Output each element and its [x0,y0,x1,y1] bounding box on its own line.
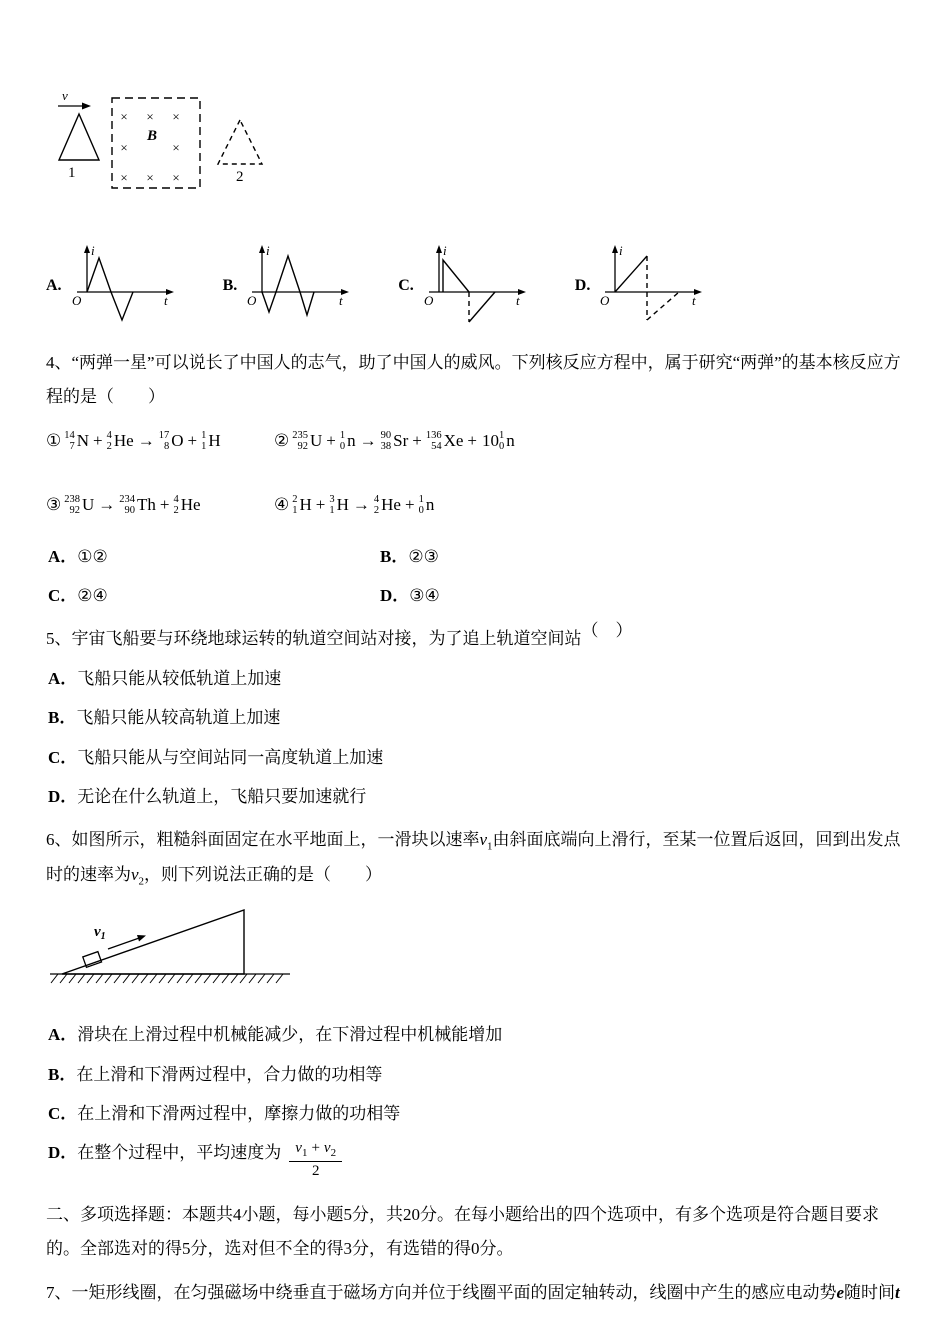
option-4d[interactable]: D．③④ [380,585,440,605]
equation-1-cell [46,424,274,458]
graph-d-plot [595,240,707,332]
triangle2-label: 2 [236,169,244,185]
option-6d[interactable]: D． 在整个过程中，平均速度为 $\frac{v_1 + v_2}{2}$ [48,1140,904,1180]
velocity-label: v [62,90,68,103]
i-axis-arrowhead [436,245,442,253]
answer-bracket: （ ） [581,621,633,640]
question-7-text: 7、一矩形线圈，在匀强磁场中绕垂直于磁场方向并位于线圈平面的固定轴转动，线圈中产生的感应电动势e随时间t [46,1283,900,1303]
option-6b[interactable]: B．在上滑和下滑两过程中，合力做的功相等 [48,1064,383,1084]
plus-sign: + [315,495,326,514]
question-4-options [48,544,904,608]
graph-c-plot [419,240,531,332]
v1-arrowhead [137,935,146,942]
nuclide-n1: 1 0 n [339,429,356,452]
origin-label: O [423,293,434,308]
option-5d[interactable]: D．无论在什么轨道上，飞船只要加速就行 [48,787,367,807]
equation-row-2 [46,488,904,522]
equation-1 [46,424,221,458]
field-cross-icon: × [120,109,128,124]
triangle-2 [218,120,262,164]
equation-4-cell [274,488,502,522]
equation-row-1 [46,424,904,458]
i-axis-label: i [619,243,623,258]
triangle-1 [59,114,99,160]
incline-diagram [48,902,300,994]
option-4c[interactable]: C．②④ [48,585,108,605]
i-axis-label: i [90,243,95,258]
graph-option-a[interactable] [46,240,179,332]
nuclide-Xe136: 136 54 Xe [425,429,464,452]
option-5a[interactable]: A．飞船只能从较低轨道上加速 [48,669,282,688]
graph-option-c-label: C. [398,277,414,294]
field-cross-icon: × [146,170,154,185]
equation-1-number: ① [46,431,62,450]
equation-2-cell [274,424,515,458]
i-axis-label: i [442,243,447,258]
nuclide-He4: 4 2 He [373,493,401,516]
nuclide-Sr90: 90 38 Sr [380,429,409,452]
equation-3-number: ③ [46,495,62,514]
graph-b-plot [242,240,354,332]
nuclide-He4: 4 2 He [173,493,201,516]
option-5b[interactable]: B．飞船只能从较高轨道上加速 [48,708,281,728]
i-axis-arrowhead [612,245,618,253]
time-symbol: t [895,1283,900,1303]
equation-4 [274,488,434,522]
plus-sign: + [326,431,336,450]
section-2-header: 二、多项选择题：本题共4小题，每小题5分，共20分。在每小题给出的四个选项中，有多个选项是符合题目要求的。全部选对的得5分，选对但不全的得3分，有选错的得0分。 [46,1205,879,1259]
nuclide-Th234: 234 90 Th [119,493,156,516]
field-B-label: B [147,128,158,144]
sliding-block [83,952,102,968]
t-axis-label: t [515,293,520,308]
waveform-b [262,256,314,315]
graph-option-a-label: A. [46,277,62,294]
nuclide-H2: 2 1 H [292,493,312,516]
emf-symbol: e [836,1283,845,1303]
field-cross-icon: × [172,109,180,124]
equation-2-number: ② [274,431,290,450]
ground-hatching [51,974,283,983]
t-axis-label: t [163,293,168,308]
question6-figure [48,902,904,1006]
neutron-coefficient: 10 [482,431,500,450]
origin-label: O [247,293,257,308]
field-cross-icon: × [172,140,180,155]
i-axis-label: i [266,243,270,258]
reaction-arrow: → [137,431,155,450]
question3-graph-options [46,240,904,332]
option-6a[interactable]: A．滑块在上滑过程中机械能减少，在下滑过程中机械能增加 [48,1025,503,1045]
plus-sign: + [404,495,415,514]
average-velocity-fraction: $\frac{v_1 + v_2}{2}$ [289,1140,342,1180]
waveform-d-ramp [615,256,647,292]
magnetic-field-diagram [52,90,294,208]
nuclide-n1: 1 0 n [418,493,435,516]
v1-symbol: v [479,830,488,850]
waveform-d-dashed-return [647,292,679,320]
option-5c[interactable]: C．飞船只能从与空间站同一高度轨道上加速 [48,747,384,767]
waveform-c-positive [443,260,469,292]
reaction-arrow: → [359,431,377,450]
question3-figure [52,90,904,220]
graph-option-d[interactable] [575,240,708,332]
question-6-text: 6、如图所示，粗糙斜面固定在水平地面上，一滑块以速率$v_1$由斜面底端向上滑行，至某一位置后返回，回到出发点时的速率为$v_2$，则下列说法正确的是（ ） [46,830,901,888]
equation-4-number: ④ [274,495,290,514]
t-axis-label: t [692,293,696,308]
nuclide-H3: 3 1 H [329,493,349,516]
i-axis-arrowhead [259,245,265,253]
velocity-arrowhead [82,103,91,110]
nuclide-He4: 4 2 He [106,429,134,452]
reaction-arrow: → [98,495,116,514]
field-cross-icon: × [146,109,154,124]
i-axis-arrowhead [84,245,90,253]
equation-3 [46,488,201,522]
option-4b[interactable]: B．②③ [380,547,439,566]
field-cross-icon: × [120,140,128,155]
question-5-text: 5、宇宙飞船要与环绕地球运转的轨道空间站对接，为了追上轨道空间站（ ） [46,621,633,648]
graph-option-d-label: D. [574,277,591,294]
plus-sign: + [187,431,198,450]
origin-label: O [71,293,81,308]
plus-sign: + [93,431,103,450]
origin-label: O [600,293,610,308]
graph-option-b-label: B. [222,277,238,294]
plus-sign: + [467,431,478,450]
option-4a[interactable]: A．①② [48,547,108,566]
v2-symbol: v [131,864,139,884]
t-axis-label: t [339,293,343,308]
waveform-c-negative [469,292,495,322]
plus-sign: + [412,431,422,450]
field-cross-icon: × [172,170,180,185]
field-cross-icon: × [120,170,128,185]
equation-3-cell [46,488,274,522]
graph-a-plot [67,240,179,332]
graph-option-b[interactable] [223,240,355,332]
nuclide-N14: 14 7 N [64,429,90,452]
triangle1-label: 1 [68,165,76,181]
nuclide-H1: 1 1 H [201,429,221,452]
equation-2 [274,424,515,458]
plus-sign: + [159,495,170,514]
nuclide-U235: 235 92 U [292,429,323,452]
option-6c[interactable]: C．在上滑和下滑两过程中，摩擦力做的功相等 [48,1103,401,1123]
nuclide-O17: 17 8 O [158,429,184,452]
incline-triangle [62,910,244,974]
nuclide-n1: 1 0 n [499,429,515,452]
waveform-a [87,258,133,320]
graph-option-c[interactable] [398,240,531,332]
nuclide-U238: 238 92 U [64,493,95,516]
reaction-arrow: → [352,495,370,514]
question-4-text: 4、“两弹一星”可以说长了中国人的志气，助了中国人的威风。下列核反应方程中，属于研究“两弹”的基本核反应方程的是（ ） [46,353,901,406]
v1-label: $v_1$ [94,924,106,943]
